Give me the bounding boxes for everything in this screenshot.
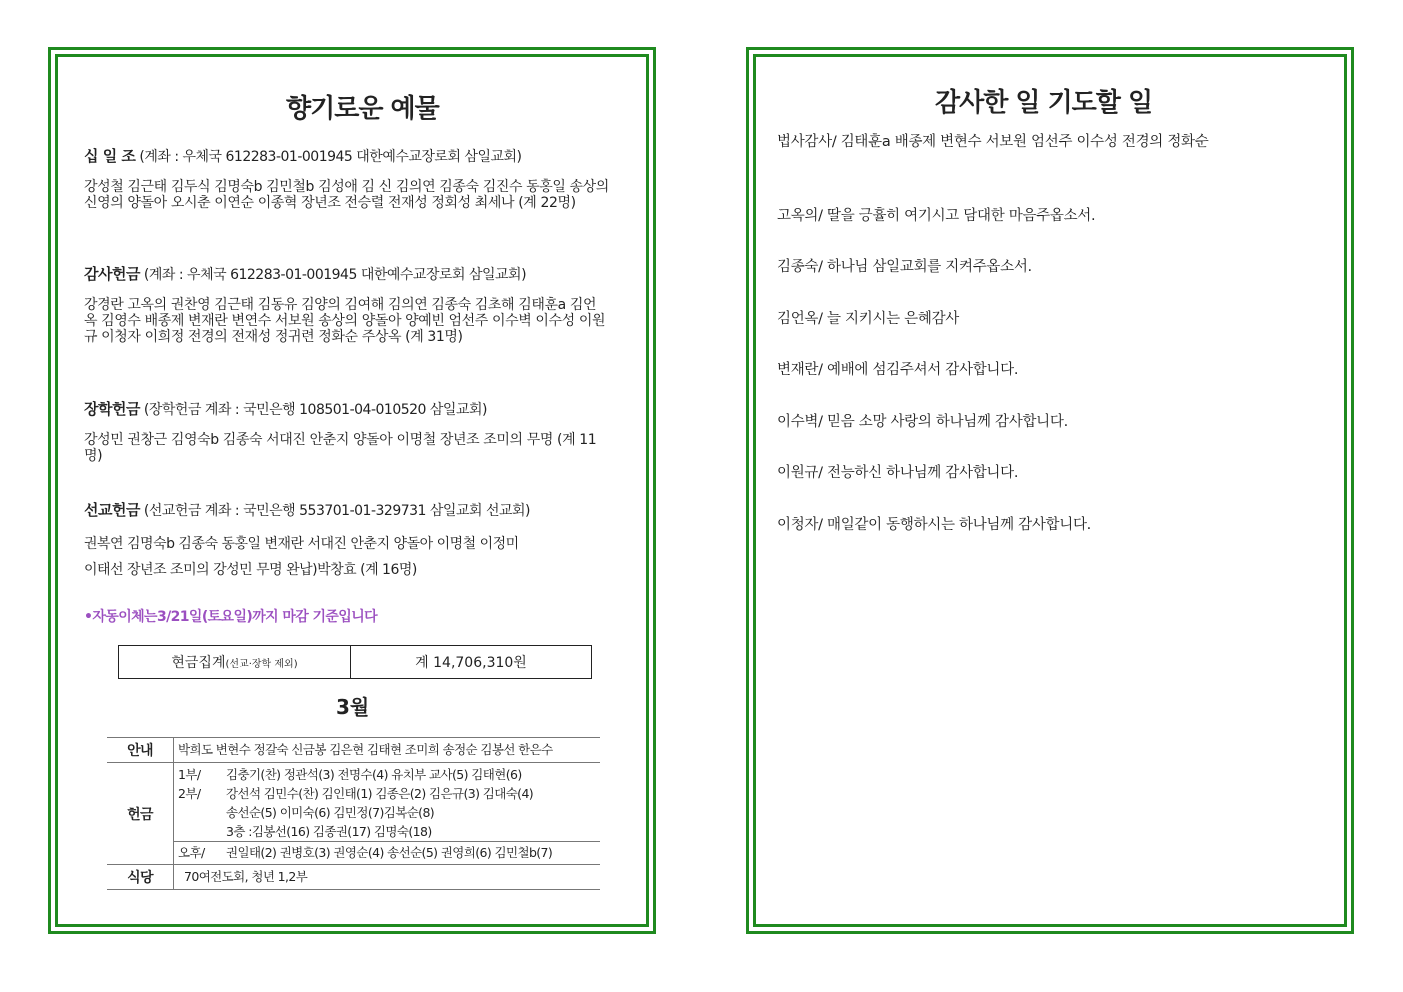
guide-names: 박희도 변현수 정갈숙 신금봉 김은현 김태현 조미희 송정순 김봉선 한은수 [174, 738, 601, 763]
tithe-account: (계좌 : 우체국 612283-01-001945 대한예수교장로회 삼일교회) [139, 149, 522, 165]
prayer-item: 김종숙/ 하나님 삼일교회를 지켜주옵소서. [777, 259, 1032, 275]
offering-row [107, 763, 600, 865]
prayer-item: 변재란/ 예배에 섬김주셔서 감사합니다. [777, 362, 1019, 378]
offering-title: 향기로운 예물 [286, 94, 439, 124]
service1-row [178, 765, 596, 784]
thanks-names: 강경란 고옥의 권찬영 김근태 김동유 김양의 김여해 김의연 김종숙 김초해 김태훈a 김언옥 김영수 배종제 변재란 변연수 서보원 송상의 양돌아 양예빈 엄선주 이수벽 이수성 이원규 이청자 이희정 전경의 전재성 정귀련 정화순 주상옥 (계 31명) [84, 297, 606, 345]
dining-row [107, 865, 600, 890]
total-label: 현금집계 [171, 655, 226, 671]
thanks-account: (계좌 : 우체국 612283-01-001945 대한예수교장로회 삼일교회) [143, 267, 527, 283]
scholarship-heading [84, 398, 487, 419]
service1-key: 1부/ [178, 767, 201, 782]
dining-value: 70여전도회, 청년 1,2부 [174, 865, 601, 890]
prayer-title: 감사한 일 기도할 일 [935, 88, 1153, 118]
mission-label: 선교헌금 [84, 501, 140, 519]
service2-names-line1: 강선석 김민수(찬) 김인태(1) 김종은(2) 김은규(3) 김대숙(4) [226, 786, 534, 801]
service2-row [178, 784, 596, 841]
service2-names-line3: 3층 :김봉선(16) 김종권(17) 김명숙(18) [226, 824, 432, 839]
offering-cell [174, 763, 601, 865]
guide-label: 안내 [107, 738, 174, 763]
dining-label: 식당 [107, 865, 174, 890]
prayer-item: 김언옥/ 늘 지키시는 은혜감사 [777, 311, 959, 327]
thanks-label: 감사헌금 [84, 265, 140, 283]
prayer-item: 고옥의/ 딸을 긍휼히 여기시고 담대한 마음주옵소서. [777, 208, 1096, 224]
right-panel-inner-border [753, 54, 1347, 927]
prayer-item: 법사감사/ 김태훈a 배종제 변현수 서보원 엄선주 이수성 전경의 정화순 [777, 134, 1209, 150]
offering-label: 헌금 [107, 763, 174, 865]
duty-table [107, 737, 600, 890]
tithe-label: 십 일 조 [84, 147, 136, 165]
service1-names: 김충기(찬) 정관석(3) 전명수(4) 유치부 교사(5) 김태현(6) [226, 767, 522, 782]
total-value: 계 14,706,310원 [351, 646, 592, 679]
service2-key: 2부/ [178, 786, 201, 801]
total-label-note: (선교·장학 제외) [225, 659, 298, 670]
mission-heading [84, 499, 530, 520]
mission-account: (선교헌금 계좌 : 국민은행 553701-01-329731 삼일교회 선교회) [143, 503, 530, 519]
mission-names-line1: 권복연 김명숙b 김종숙 동홍일 변재란 서대진 안춘지 양돌아 이명철 이정미 [84, 536, 519, 552]
afternoon-row [174, 841, 600, 862]
scholarship-names: 강성민 권창근 김영숙b 김종숙 서대진 안춘지 양돌아 이명철 장년조 조미의 무명 (계 11명) [84, 432, 597, 464]
service2-names [226, 784, 596, 841]
service2-names-line2: 송선순(5) 이미숙(6) 김민정(7)김복순(8) [226, 805, 435, 820]
month-title: 3월 [336, 695, 370, 719]
tithe-names: 강성철 김근태 김두식 김명숙b 김민철b 김성애 김 신 김의연 김종숙 김진수 동홍일 송상의 신영의 양돌아 오시춘 이연순 이종혁 장년조 전승렬 전재성 정회성 최세나 (계 22명) [84, 179, 609, 211]
prayer-item: 이청자/ 매일같이 동행하시는 하나님께 감사합니다. [777, 517, 1091, 533]
guide-row [107, 738, 600, 763]
deadline-notice: •자동이체는3/21일(토요일)까지 마감 기준입니다 [84, 609, 378, 625]
afternoon-names: 권일태(2) 권병호(3) 권영순(4) 송선순(5) 권영희(6) 김민철b(7) [226, 845, 553, 860]
total-table [118, 645, 592, 679]
scholarship-account: (장학헌금 계좌 : 국민은행 108501-04-010520 삼일교회) [143, 402, 487, 418]
right-panel [746, 47, 1354, 934]
tithe-heading [84, 145, 521, 166]
left-panel [48, 47, 656, 934]
scholarship-label: 장학헌금 [84, 400, 140, 418]
prayer-item: 이원규/ 전능하신 하나님께 감사합니다. [777, 465, 1019, 481]
total-label-cell [119, 646, 351, 679]
mission-names-line2: 이태선 장년조 조미의 강성민 무명 완납)박창효 (계 16명) [84, 562, 417, 578]
thanks-heading [84, 263, 526, 284]
prayer-item: 이수벽/ 믿음 소망 사랑의 하나님께 감사합니다. [777, 414, 1068, 430]
afternoon-key: 오후/ [178, 845, 205, 860]
